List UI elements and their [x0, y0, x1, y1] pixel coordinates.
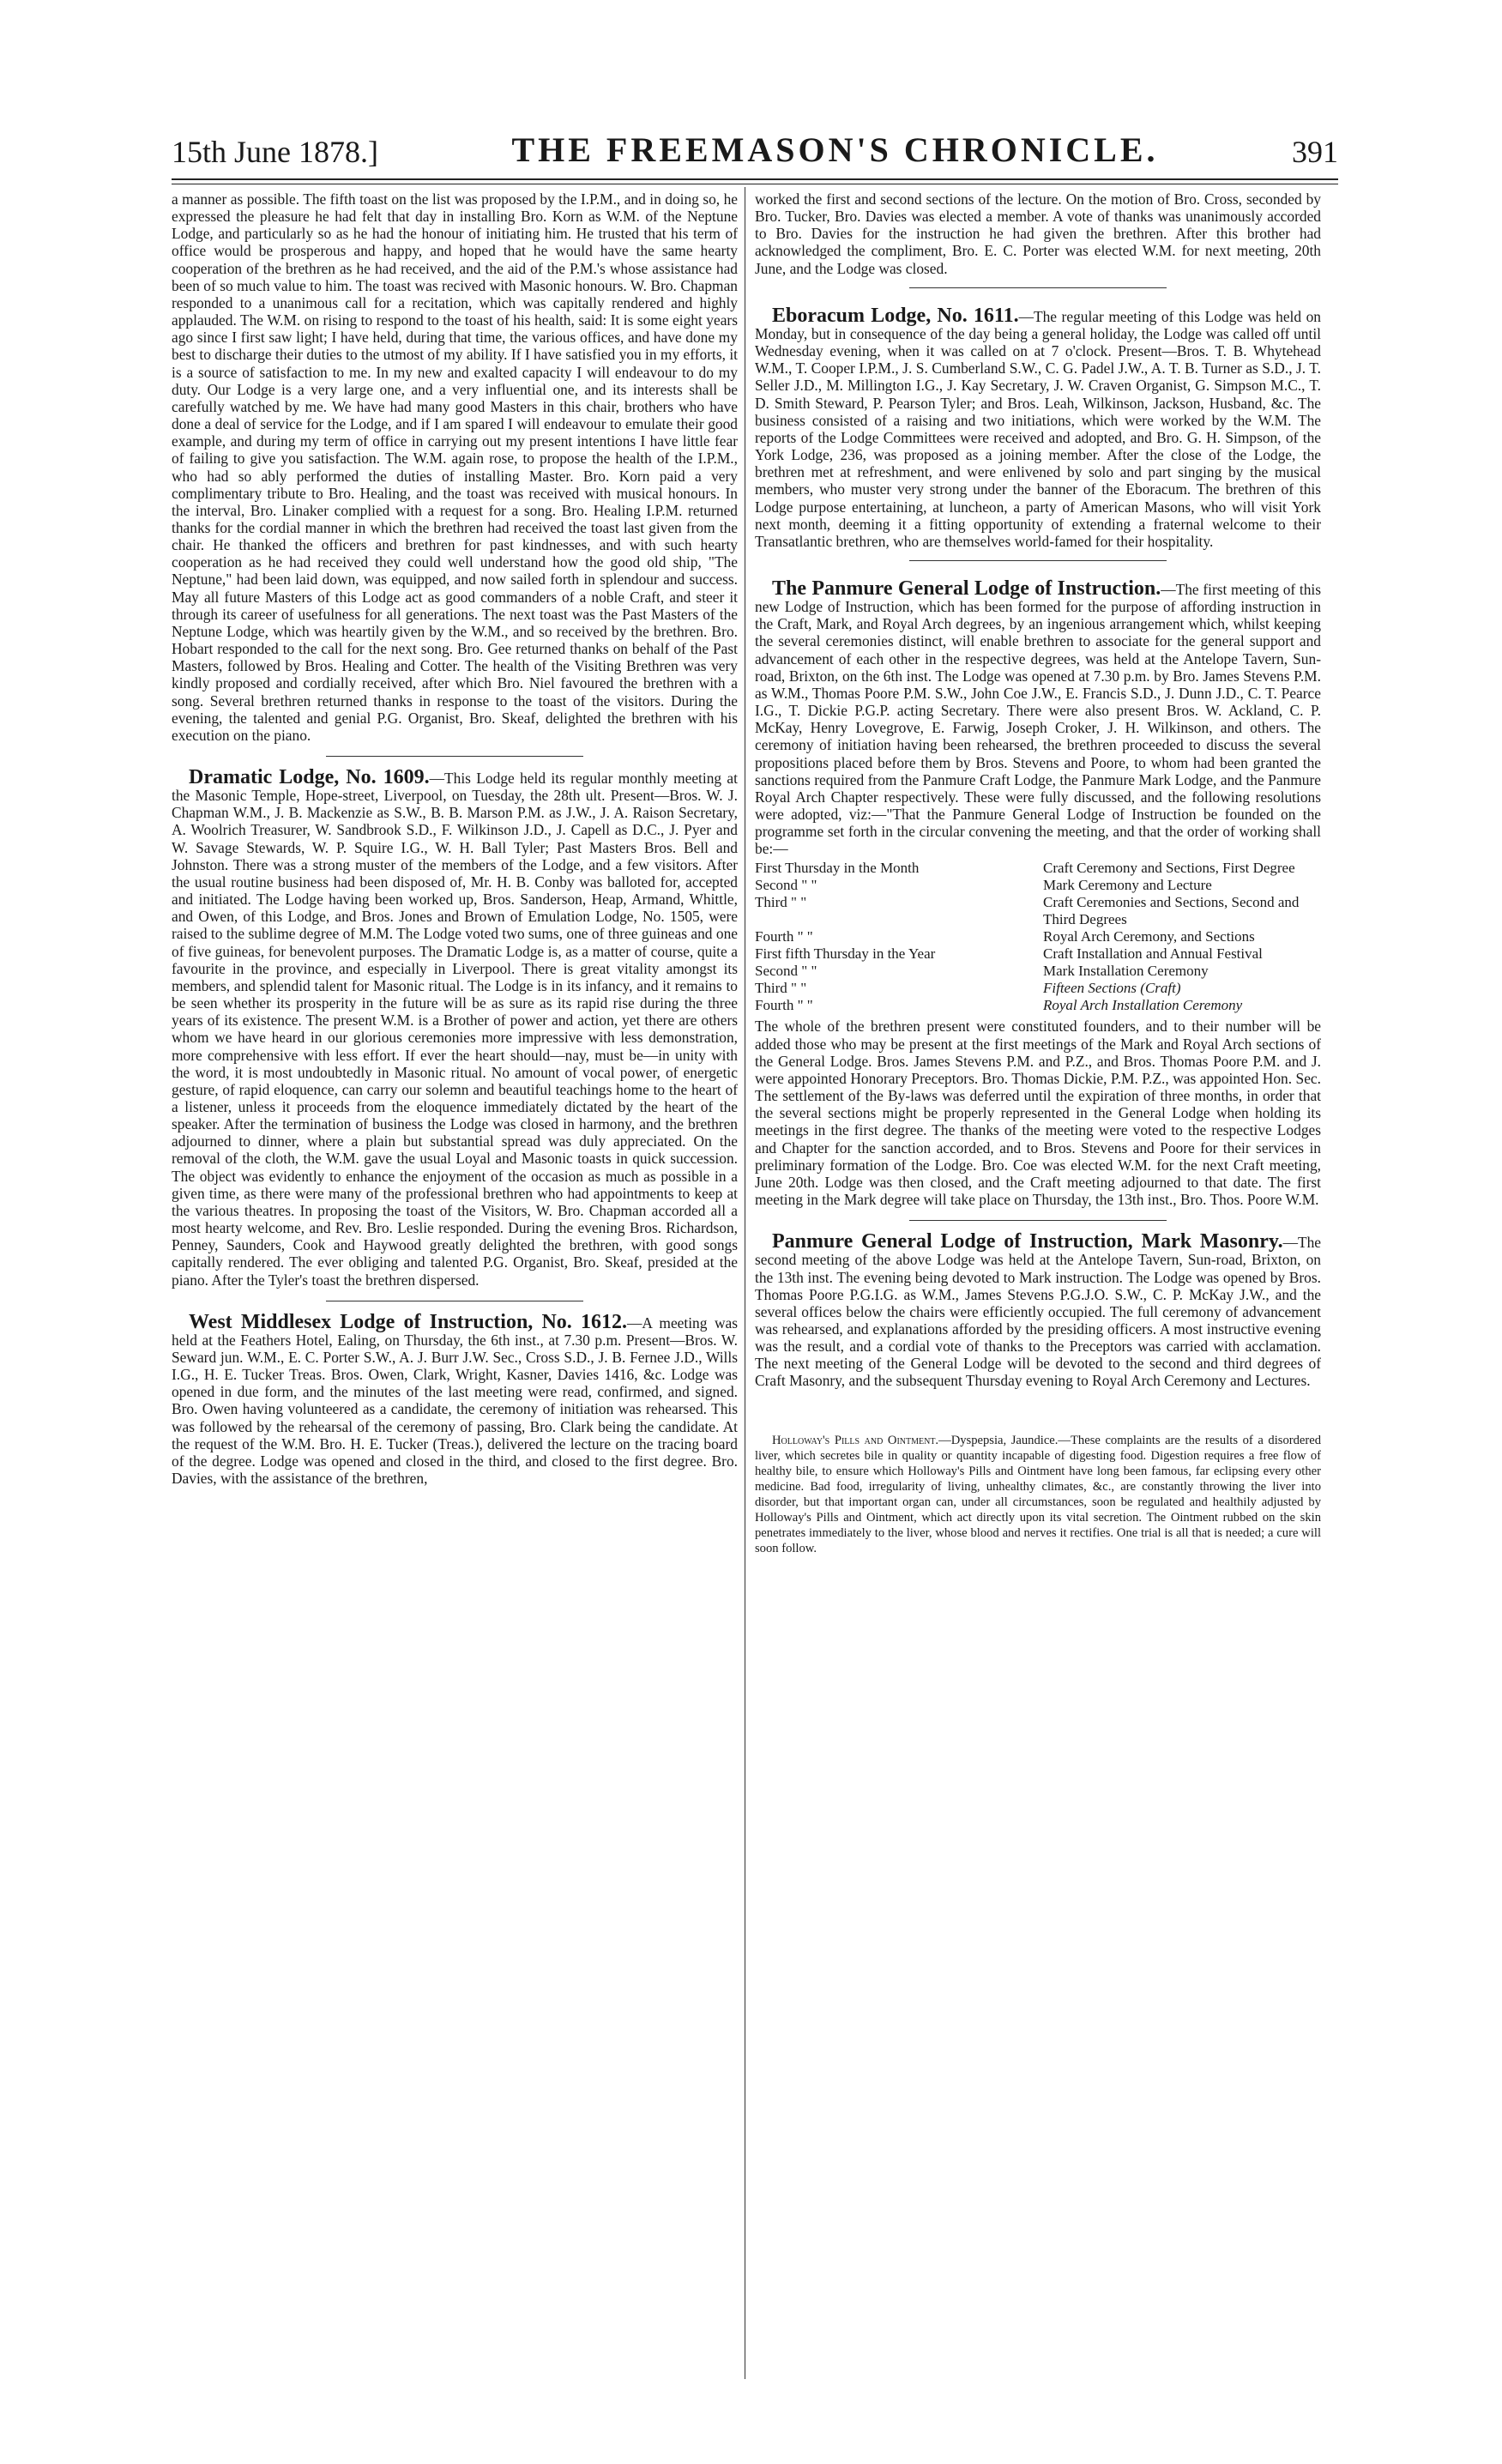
- schedule-work: Mark Ceremony and Lecture: [1043, 877, 1212, 894]
- advertisement-body: —Dyspepsia, Jaundice.—These complaints are the results of a disordered liver, which secretes bile in quality or quantity incapable of digesting food. Digestion requires a free flow of healthy bile, to ensure which Holloway's Pills and Ointment have long been famous, far eclipsing every other medicine. Bad food, irregularity of living, unhealthy climates, &c., are constantly throwing the liver into disorder, but that important organ can, under all circumstances, soon be regulated and healthily adjusted by Holloway's Pills and Ointment, which act directly upon its vital secretion. The Ointment rubbed on the skin penetrates immediately to the liver, whose blood and nerves it rectifies. One trial is all that is needed; a cure will soon follow.: [755, 1433, 1321, 1555]
- schedule-work: Royal Arch Ceremony, and Sections: [1043, 928, 1255, 945]
- article-panmure-lodge: [755, 577, 1321, 858]
- article-west-middlesex-lodge: [172, 1310, 738, 1488]
- article-separator: [326, 756, 583, 757]
- article-heading: West Middlesex Lodge of Instruction, No. 1612.: [189, 1310, 627, 1333]
- masthead-rule: [172, 178, 1338, 180]
- neptune-lodge-continued: a manner as possible. The fifth toast on the list was proposed by the I.P.M., and in doing so, he expressed the pleasure he had felt that day in installing Bro. Korn as W.M. of the Neptune Lodge, and particularly so as he had the honour of initiating him. He trusted that his term of office would be prosperous and happy, and hoped that he would have the same hearty cooperation of the brethren as he had received, and the aid of the P.M.'s whose assistance had been of so much value to him. The toast was recived with Masonic honours. W. Bro. Chapman responded to a unanimous call for a recitation, which was capitally rendered and highly applauded. The W.M. on rising to respond to the toast of his health, said: It is some eight years ago since I first saw light; I have held, during that time, the various offices, and have done my best to discharge their duties to the utmost of my ability. If I have satisfied you in my efforts, it is a source of satisfaction to me. In my new and exalted capacity I will endeavour to do my duty. Our Lodge is a very large one, and a very influential one, and its interests shall be carefully watched by me. We have had many good Masters in this chair, brothers who have done a deal of service for the Lodge, and if I am spared I will endeavour to emulate their good example, and during my term of office in carrying out my present intentions I have little fear of failing to give you satisfaction. The W.M. again rose, to propose the health of the I.P.M., who had so ably performed the duties of installing Master. Bro. Korn paid a very complimentary tribute to Bro. Healing, and the toast was received with musical honours. In the interval, Bro. Linaker complied with a request for a song. Bro. Healing I.P.M. returned thanks for the cordial manner in which the brethren had received the toast last given from the chair. He thanked the officers and brethren for past kindnesses, and with such hearty cooperation as he had received they could well understand how the good old ship, "The Neptune," had been laid down, was equipped, and now sailed forth in splendour and success. May all future Masters of this Lodge act as good commanders of a noble Craft, and steer it through its career of usefulness for all generations. The next toast was the Past Masters of the Neptune Lodge, which was heartily given by the W.M., and so received by the brethren. Bro. Hobart responded to the call for the next song. Bro. Gee returned thanks on behalf of the Past Masters, followed by Bros. Healing and Cotter. The health of the Visiting Brethren was very kindly proposed and cordially received, after which Bro. Niel favoured the brethren with a song. Several brethren returned thanks in response to the toast of the visitors. During the evening, the talented and genial P.G. Organist, Bro. Skeaf, delighted the brethren with his execution on the piano.: [172, 190, 738, 744]
- schedule-work: Craft Ceremony and Sections, First Degree: [1043, 860, 1295, 877]
- advertisement-holloways: [755, 1433, 1321, 1556]
- article-separator: [909, 287, 1167, 288]
- schedule-work: Royal Arch Installation Ceremony: [1043, 997, 1243, 1014]
- schedule-when: First Thursday in the Month: [755, 860, 920, 877]
- schedule-work: Fifteen Sections (Craft): [1043, 980, 1181, 997]
- article-separator: [909, 1220, 1167, 1221]
- article-body: —The second meeting of the above Lodge was held at the Antelope Tavern, Sun-road, Brixton, on the 13th inst. The evening being devoted to Mark instruction. The Lodge was opened by Bros. Thomas Poore P.G.I.G. as W.M., James Stevens P.G.J.O. S.W., C. P. McKay J.W., and the several offices below the chairs were efficiently occupied. The full ceremony of advancement was rehearsed, and explanations afforded by the presiding officers. A most instructive evening was the result, and a cordial vote of thanks to the Preceptors was carried with acclamation. The next meeting of the General Lodge will be devoted to the second and third degrees of Craft Masonry, and the subsequent Thursday evening to Royal Arch Ceremony and Lectures.: [755, 1234, 1321, 1390]
- article-body: —The regular meeting of this Lodge was held on Monday, but in consequence of the day being a general holiday, the Lodge was called off until Wednesday evening, when it was called on at 7 o'clock. Present—Bros. T. B. Whytehead W.M., T. Cooper I.P.M., J. S. Cumberland S.W., C. G. Padel J.W., A. T. B. Turner as S.D., J. T. Seller J.D., M. Millington I.G., J. Kay Secretary, J. W. Craven Organist, G. Simpson M.C., T. D. Smith Steward, P. Pearson Tyler; and Bros. Leah, Wilkinson, Jackson, Husband, &c. The business consisted of a raising and two initiations, which were worked by the W.M. The reports of the Lodge Committees were received and adopted, and Bro. G. H. Simpson, of the York Lodge, 236, was proposed as a joining member. After the close of the Lodge, the brethren met at refreshment, and were enlivened by solo and part singing by the musical members, who muster very strong under the banner of the Eboracum. The brethren of this Lodge purpose entertaining, at luncheon, a party of American Masons, who will visit York next month, deeming it a fitting opportunity of extending a fraternal welcome to their Transatlantic brethren, who are themselves world-famed for their hospitality.: [755, 307, 1321, 550]
- article-eboracum-lodge: [755, 304, 1321, 550]
- schedule-work: Mark Installation Ceremony: [1043, 963, 1209, 980]
- table-row: [755, 894, 1321, 928]
- table-row: [755, 928, 1321, 945]
- article-panmure-mark-masonry: [755, 1230, 1321, 1390]
- article-heading: Panmure General Lodge of Instruction, Mark Masonry.: [772, 1230, 1283, 1253]
- article-body: —This Lodge held its regular monthly meeting at the Masonic Temple, Hope-street, Liverpool, on Tuesday, the 28th ult. Present—Bros. W. J. Chapman W.M., J. B. Mackenzie as S.W., B. B. Marson P.M. as J.W., J. A. Raison Secretary, A. Woolrich Treasurer, W. Sandbrook S.D., F. Wilkinson J.D., J. Capell as D.C., J. Pyer and W. Savage Stewards, W. P. Squire I.G., W. H. Ball Tyler; Past Masters Bros. Bell and Johnston. There was a strong muster of the members of the Lodge, and a few visitors. After the usual routine business had been disposed of, Mr. H. B. Conby was balloted for, accepted and initiated. The Lodge having been worked up, Bros. Sanderson, Heap, Armand, Whittle, and Owen, of this Lodge, and Bros. Jones and Brown of Emulation Lodge, No. 1505, were raised to the sublime degree of M.M. The Lodge voted two sums, one of three guineas and one of five guineas, for benevolent purposes. The Dramatic Lodge is, as a matter of course, quite a favourite in the province, and especially in Liverpool. There is great vitality amongst its members, and splendid talent for Masonic ritual. The Lodge is in its infancy, and it remains to be seen whether its prosperity in the future will be as sure as its rapid rise during the three years of its existence. The present W.M. is a Brother of power and action, yet there are others whom we have heard in our glorious ceremonies more impressive with less demonstration, more comprehensive with less effort. If ever the heart should—nay, must be—in unity with the word, it is most undoubtedly in Masonic ritual. No amount of vocal power, of energetic gesture, of rapid eloquence, can carry our solemn and beautiful teachings home to the heart of a listener, unless it proceeds from the eloquence immediately dictated by the heart of the speaker. After the termination of business the Lodge was closed in harmony, and the brethren adjourned to dinner, where a plain but substantial spread was duly appreciated. On the removal of the cloth, the W.M. gave the usual Loyal and Masonic toasts in quick succession. The object was evidently to enhance the enjoyment of the occasion as much as possible in a given time, as there were many of the professional brethren who had appointments to keep at the various theatres. In proposing the toast of the Visitors, W. Bro. Chapman accorded all a most hearty welcome, and Rev. Bro. Leslie responded. During the evening Bros. Richardson, Penney, Saunders, Cook and Haywood greatly delighted the brethren, with good songs capitally rendered. The ever obliging and talented P.G. Organist, Bro. Skeaf, presided at the piano. After the Tyler's toast the brethren dispersed.: [172, 770, 738, 1289]
- table-row: [755, 980, 1321, 997]
- masthead: [172, 118, 1338, 170]
- schedule-when: Third " ": [755, 894, 807, 911]
- article-heading: Dramatic Lodge, No. 1609.: [189, 766, 430, 788]
- advertisement-heading: Holloway's Pills and Ointment.: [772, 1433, 939, 1447]
- west-middlesex-continued: worked the first and second sections of the lecture. On the motion of Bro. Cross, seconded by Bro. Tucker, Bro. Davies was elected a member. A vote of thanks was unanimously accorded to Bro. Davies for the instruction he had given the brethren. After this brother had acknowledged the compliment, Bro. E. C. Porter was elected W.M. for next meeting, 20th June, and the Lodge was closed.: [755, 190, 1321, 277]
- page-number: 391: [1292, 135, 1338, 169]
- article-separator: [909, 560, 1167, 561]
- table-row: [755, 860, 1321, 877]
- article-heading: The Panmure General Lodge of Instruction.: [772, 577, 1161, 600]
- left-column: [172, 190, 738, 2387]
- schedule-when: First fifth Thursday in the Year: [755, 945, 936, 963]
- right-column: [755, 190, 1321, 2387]
- schedule-when: Fourth " ": [755, 928, 813, 945]
- article-heading: Eboracum Lodge, No. 1611.: [772, 304, 1019, 327]
- article-body: —A meeting was held at the Feathers Hotel, Ealing, on Thursday, the 6th inst., at 7.30 p.m. Present—Bros. W. Seward jun. W.M., E. C. Porter S.W., A. J. Burr J.W. Sec., Cross S.D., J. B. Fernee J.D., Wills I.G., H. E. Tucker Treas. Bros. Owen, Clark, Wright, Kasner, Davies 1416, &c. Lodge was opened in due form, and the minutes of the last meeting were read, confirmed, and signed. Bro. Owen having volunteered as a candidate, the ceremony of initiation was rehearsed. This was followed by the rehearsal of the ceremony of passing, Bro. Clark being the candidate. At the request of the W.M. Bro. H. E. Tucker (Treas.), delivered the lecture on the tracing board of the degree. Lodge was opened and closed in the third, and closed to the first degree. Bro. Davies, with the assistance of the brethren,: [172, 1314, 738, 1488]
- schedule-work: Craft Installation and Annual Festival: [1043, 945, 1263, 963]
- table-row: [755, 997, 1321, 1014]
- publication-title: THE FREEMASON'S CHRONICLE.: [511, 130, 1159, 169]
- schedule-when: Second " ": [755, 877, 817, 894]
- order-of-working-table: [755, 860, 1321, 1014]
- article-body: —The first meeting of this new Lodge of Instruction, which has been formed for the purpose of affording instruction in the Craft, Mark, and Royal Arch degrees, by an ingenious arrangement which, whilst keeping the several ceremonies distinct, will enable brethren to associate for the general support and advancement of each other in the respective degrees, was held at the Antelope Tavern, Sun-road, Brixton, on the 6th inst. The Lodge was opened at 7.30 p.m. by Bro. James Stevens P.M. as W.M., Thomas Poore P.M. S.W., John Coe J.W., E. Francis S.D., J. Dunn J.D., C. T. Pearce I.G., T. Dickie P.G.P. acting Secretary. There were also present Bros. W. Ackland, C. P. McKay, Henry Lovegrove, E. Farwig, Joseph Croker, J. H. Wilkinson, and others. The ceremony of initiation having been rehearsed, the brethren proceeded to discuss the several propositions placed before them by Bros. Stevens and Poore, to whom had been granted the sanctions required from the Panmure Craft Lodge, the Panmure Mark Lodge, and the Panmure Royal Arch Chapter respectively. These were fully discussed, and the following resolutions were adopted, viz:—"That the Panmure General Lodge of Instruction be founded on the programme set forth in the circular convening the meeting, and that the order of working shall be:—: [755, 580, 1321, 858]
- schedule-when: Second " ": [755, 963, 817, 980]
- article-dramatic-lodge: [172, 766, 738, 1289]
- table-row: [755, 945, 1321, 963]
- issue-date: 15th June 1878.]: [172, 135, 378, 169]
- schedule-when: Third " ": [755, 980, 807, 997]
- panmure-lodge-resolutions: The whole of the brethren present were constituted founders, and to their number will be added those who may be present at the first meetings of the Mark and Royal Arch sections of the General Lodge. Bros. James Stevens P.M. and P.Z., and Bros. Thomas Poore P.M. and J. were appointed Honorary Preceptors. Bro. Thomas Dickie, P.M. P.Z., was appointed Hon. Sec. The settlement of the By-laws was deferred until the expiration of three months, in order that the several sections might be properly represented in the General Lodge when holding its meetings in the first degree. The thanks of the meeting were voted to the respective Lodges and Chapter for the sanction accorded, and to Bros. Stevens and Poore for their services in preliminary formation of the Lodge. Bro. Coe was elected W.M. for the next Craft meeting, June 20th. Lodge was then closed, and the Craft meeting adjourned to that date. The first meeting in the Mark degree will take place on Thursday, the 13th inst., Bro. Thos. Poore W.M.: [755, 1018, 1321, 1209]
- schedule-when: Fourth " ": [755, 997, 813, 1014]
- schedule-work: Craft Ceremonies and Sections, Second and Third Degrees: [1043, 894, 1300, 928]
- table-row: [755, 963, 1321, 980]
- table-row: [755, 877, 1321, 894]
